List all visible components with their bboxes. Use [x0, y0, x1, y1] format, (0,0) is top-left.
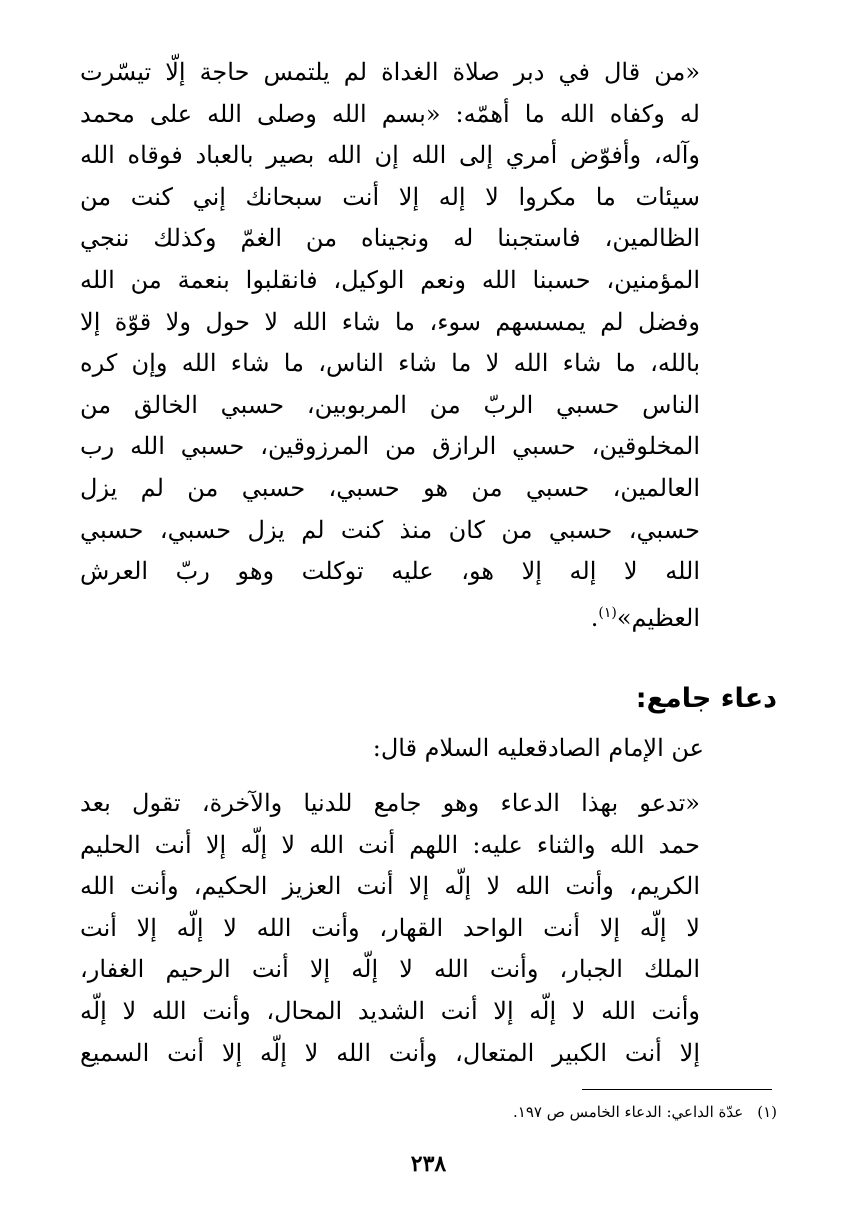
footnote-marker[interactable]: (١): [598, 604, 617, 621]
text-line: الملك الجبار، وأنت الله لا إلّه إلا أنت الرحيم الغفار،: [80, 955, 700, 984]
text-line: «من قال في دبر صلاة الغداة لم يلتمس حاجة إلّا تيسّرت: [80, 58, 700, 86]
text-line: وفضل لم يمسسهم سوء، ما شاء الله لا حول ولا قوّة إلا: [80, 307, 700, 336]
text-line: حسبي، حسبي من كان منذ كنت لم يزل حسبي، حسبي: [80, 515, 700, 544]
intro-line: عن الإمام الصادقعليه السلام قال:: [372, 734, 704, 762]
footnote: [513, 1099, 777, 1125]
text-line: الكريم، وأنت الله لا إلّه إلا أنت العزيز الحكيم، وأنت الله: [80, 872, 700, 901]
text-line: «تدعو بهذا الدعاء وهو جامع للدنيا والآخرة، تقول بعد: [80, 789, 700, 817]
text-line: الظالمين، فاستجبنا له ونجيناه من الغمّ وكذلك ننجي: [80, 224, 700, 253]
text-line: له وكفاه الله ما أهمّه: «بسم الله وصلى الله على محمد: [80, 99, 700, 128]
page-number: ٢٣٨: [410, 1151, 447, 1177]
text-line-end: العظيم»: [616, 603, 700, 632]
text-line: الناس حسبي الربّ من المربوبين، حسبي الخالق من: [80, 390, 700, 419]
text-line: سيئات ما مكروا لا إله إلا أنت سبحانك إني كنت من: [80, 182, 700, 211]
text-line: وآله، وأفوّض أمري إلى الله إن الله بصير بالعباد فوقاه الله: [80, 141, 700, 170]
text-line: العالمين، حسبي من هو حسبي، حسبي من لم يزل: [80, 473, 700, 502]
text-line: إلا أنت الكبير المتعال، وأنت الله لا إلّه إلا أنت السميع: [80, 1038, 700, 1067]
main-paragraph-1: [80, 52, 700, 634]
text-line: وأنت الله لا إلّه إلا أنت الشديد المحال، وأنت الله لا إلّه: [80, 996, 700, 1025]
main-paragraph-2: [80, 783, 700, 1074]
text-line: المؤمنين، حسبنا الله ونعم الوكيل، فانقلبوا بنعمة من الله: [80, 265, 700, 294]
text-line-last: [80, 593, 700, 635]
text-line: بالله، ما شاء الله لا ما شاء الناس، ما شاء الله وإن كره: [80, 349, 700, 378]
footnote-text: عدّة الداعي: الدعاء الخامس ص ١٩٧.: [512, 1103, 744, 1121]
footnote-number: (١): [757, 1103, 777, 1121]
section-heading: دعاء جامع:: [635, 683, 777, 714]
footnote-divider: [582, 1089, 772, 1090]
text-line-period: .: [590, 603, 599, 632]
text-line: الله لا إله إلا هو، عليه توكلت وهو ربّ العرش: [80, 557, 700, 586]
text-line: لا إلّه إلا أنت الواحد القهار، وأنت الله لا إلّه إلا أنت: [80, 913, 700, 942]
text-line: حمد الله والثناء عليه: اللهم أنت الله لا إلّه إلا أنت الحليم: [80, 830, 700, 859]
text-line: المخلوقين، حسبي الرازق من المرزوقين، حسبي الله رب: [80, 432, 700, 461]
